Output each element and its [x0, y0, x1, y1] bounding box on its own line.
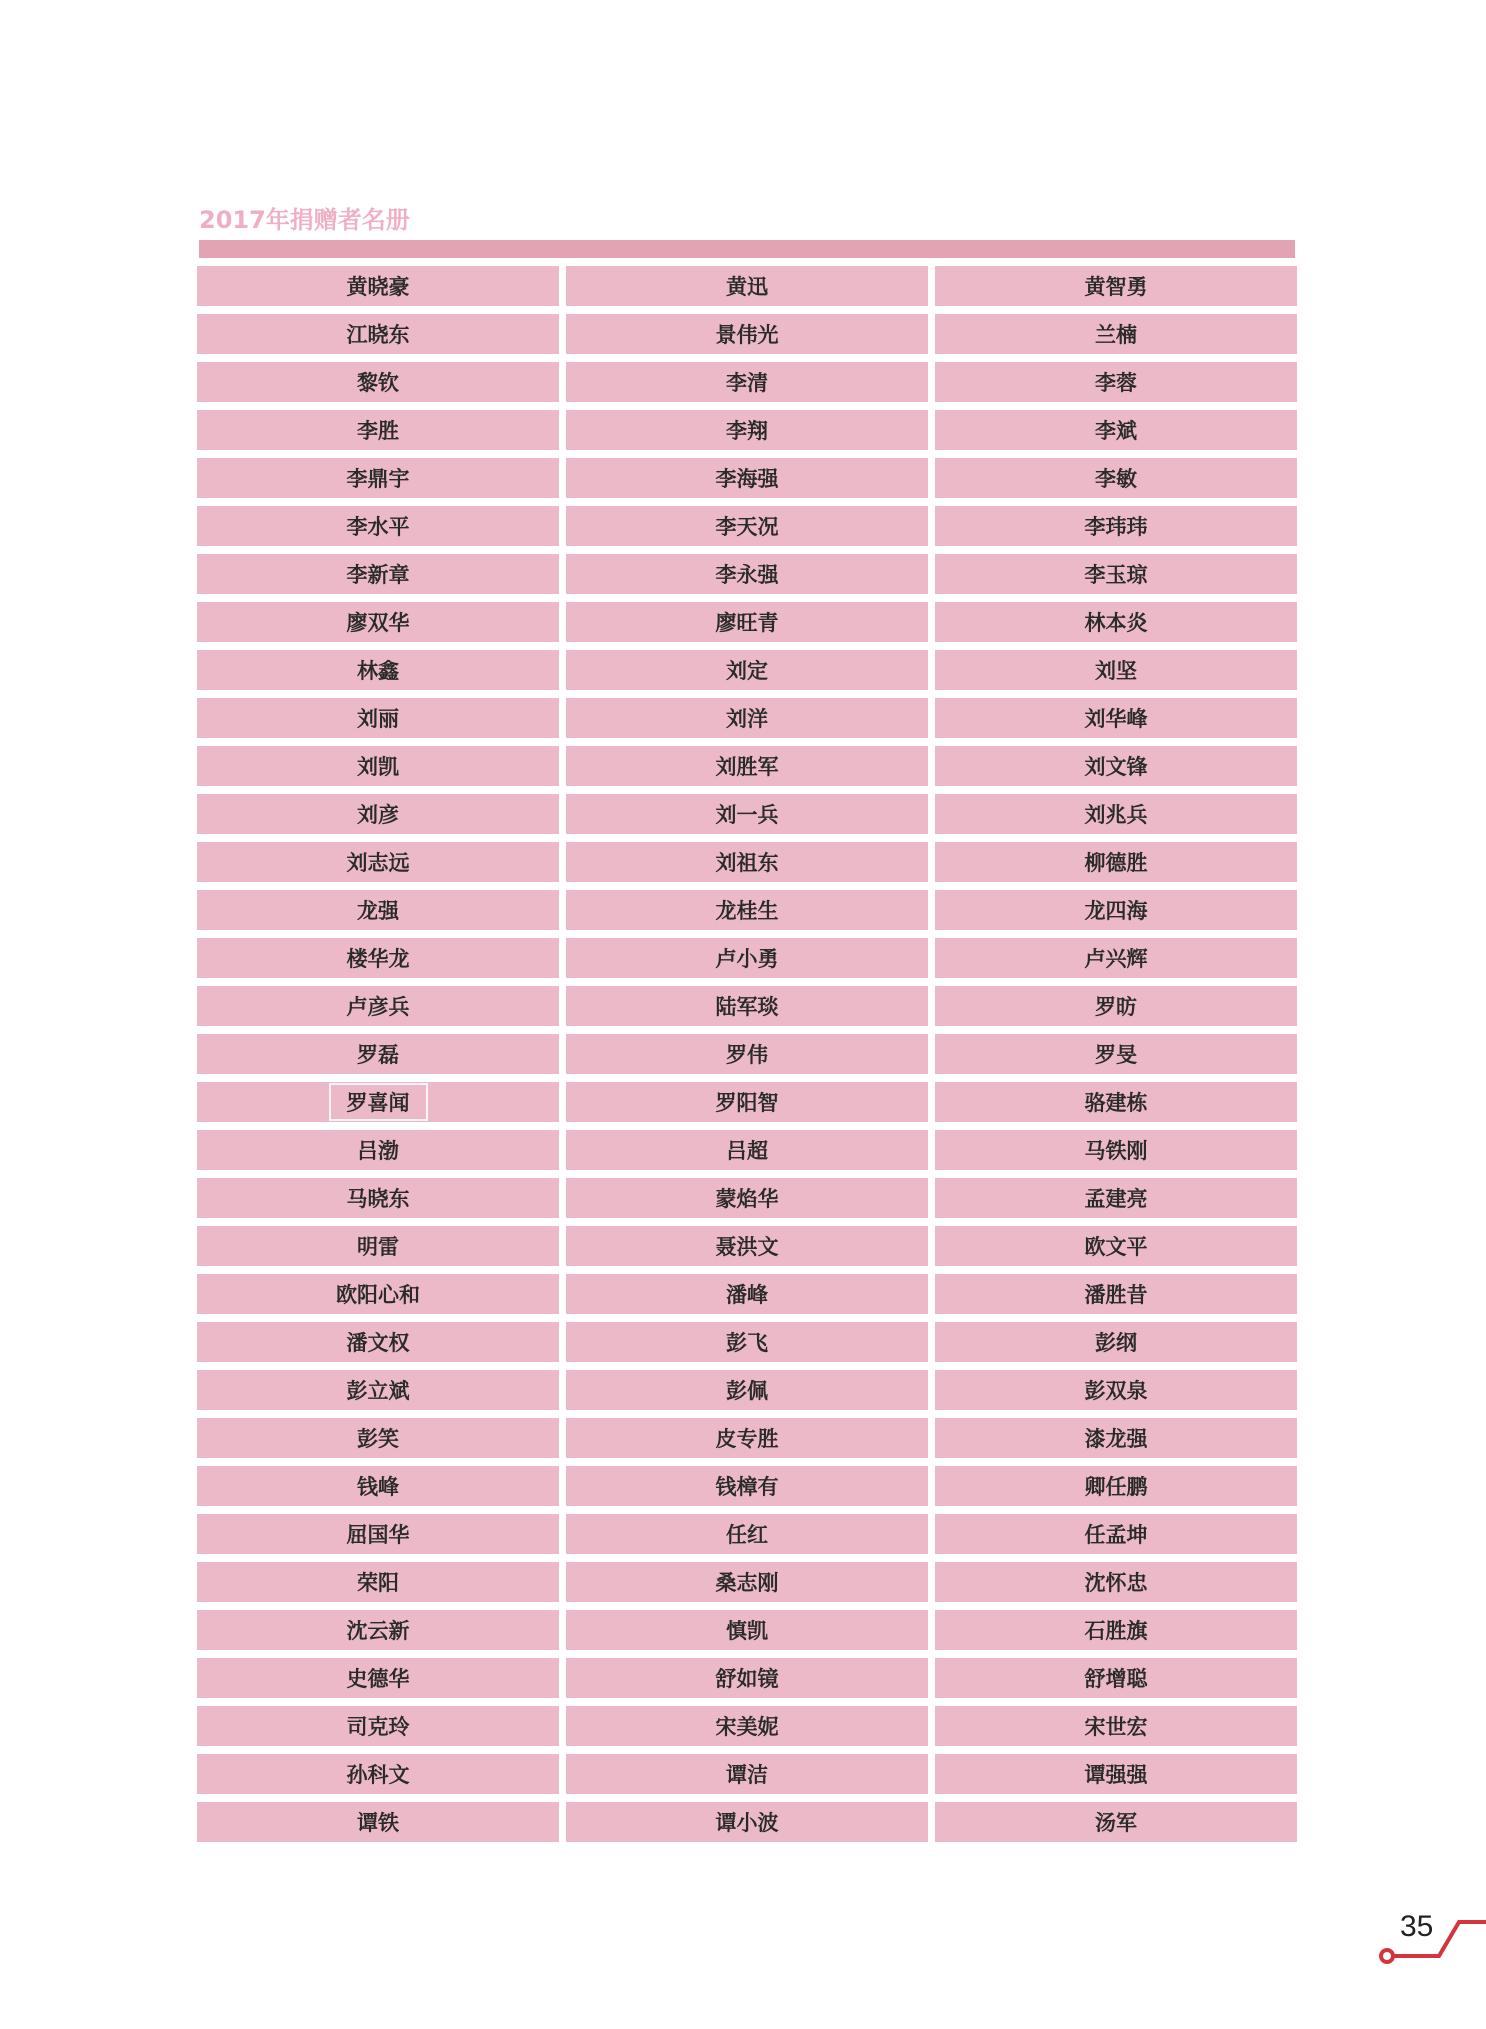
donor-name: 孟建亮	[1084, 1187, 1148, 1211]
donor-name-cell	[935, 1370, 1297, 1410]
donor-name-cell	[566, 1370, 928, 1410]
table-row	[197, 1274, 1297, 1314]
donor-name: 彭立斌	[346, 1379, 410, 1403]
donor-name: 廖双华	[346, 611, 410, 635]
donor-name: 李玮玮	[1084, 515, 1148, 539]
table-row	[197, 1514, 1297, 1554]
donor-name-cell	[197, 938, 559, 978]
donor-name: 刘华峰	[1084, 707, 1148, 731]
donor-name: 刘凯	[357, 755, 399, 779]
donor-name-cell	[935, 1274, 1297, 1314]
donor-name: 欧阳心和	[336, 1283, 420, 1307]
donor-name: 石胜旗	[1084, 1619, 1148, 1643]
donor-name-cell	[566, 1322, 928, 1362]
donor-name: 李敏	[1095, 467, 1137, 491]
donor-name: 兰楠	[1095, 323, 1137, 347]
donor-name: 龙四海	[1084, 899, 1148, 923]
donor-name: 刘坚	[1095, 659, 1137, 683]
donor-name-cell	[566, 1418, 928, 1458]
donor-name: 汤军	[1095, 1811, 1137, 1835]
donor-name: 荣阳	[357, 1571, 399, 1595]
donor-name: 潘胜昔	[1084, 1283, 1148, 1307]
donor-name-cell	[935, 1562, 1297, 1602]
donor-name-cell	[197, 1466, 559, 1506]
donor-name: 罗喜闻	[329, 1083, 428, 1121]
table-row	[197, 1130, 1297, 1170]
table-row	[197, 1178, 1297, 1218]
donor-name: 林本炎	[1084, 611, 1148, 635]
donor-name-cell	[197, 1274, 559, 1314]
donor-name: 任红	[726, 1523, 768, 1547]
table-row	[197, 602, 1297, 642]
donor-name-cell	[566, 1466, 928, 1506]
donor-name: 刘胜军	[715, 755, 779, 779]
donor-name-cell	[197, 506, 559, 546]
donor-name: 彭笑	[357, 1427, 399, 1451]
donor-name-cell	[197, 1802, 559, 1842]
donor-name: 明雷	[357, 1235, 399, 1259]
donor-name: 舒如镜	[715, 1667, 779, 1691]
donor-name-cell	[935, 554, 1297, 594]
table-row	[197, 794, 1297, 834]
donor-name: 漆龙强	[1084, 1427, 1148, 1451]
donor-name: 彭纲	[1095, 1331, 1137, 1355]
donor-name-cell	[197, 986, 559, 1026]
donor-name: 宋世宏	[1084, 1715, 1148, 1739]
donor-name-cell	[935, 266, 1297, 306]
donor-name: 罗昉	[1095, 995, 1137, 1019]
donor-name: 蒙焰华	[715, 1187, 779, 1211]
donor-name: 吕渤	[357, 1139, 399, 1163]
donor-name: 李新章	[346, 563, 410, 587]
donor-name: 彭飞	[726, 1331, 768, 1355]
table-row	[197, 362, 1297, 402]
donor-name: 马晓东	[346, 1187, 410, 1211]
donor-name-cell	[197, 1610, 559, 1650]
donor-name-cell	[935, 1466, 1297, 1506]
page-number: 35	[1400, 1910, 1434, 1943]
donor-name-cell	[935, 986, 1297, 1026]
donor-name-cell	[566, 938, 928, 978]
donor-name: 谭小波	[715, 1811, 779, 1835]
table-row	[197, 1034, 1297, 1074]
donor-name-cell	[566, 1226, 928, 1266]
donor-name-cell	[197, 1370, 559, 1410]
donor-name-cell	[197, 1034, 559, 1074]
page-title: 2017年捐赠者名册	[199, 206, 410, 234]
table-row	[197, 1802, 1297, 1842]
donor-name-cell	[566, 1562, 928, 1602]
donor-name-cell	[197, 650, 559, 690]
donor-name: 龙强	[357, 899, 399, 923]
donor-name-cell	[197, 698, 559, 738]
donor-name-cell	[566, 1274, 928, 1314]
table-row	[197, 314, 1297, 354]
donor-name-cell	[197, 1082, 559, 1122]
table-row	[197, 1466, 1297, 1506]
donor-name: 李玉琼	[1084, 563, 1148, 587]
title-underline-bar	[199, 240, 1295, 258]
donor-name: 黎钦	[357, 371, 399, 395]
donor-name: 江晓东	[346, 323, 410, 347]
donor-name: 皮专胜	[715, 1427, 779, 1451]
donor-name: 楼华龙	[346, 947, 410, 971]
donor-name: 李海强	[715, 467, 779, 491]
donor-name-cell	[566, 1802, 928, 1842]
table-row	[197, 746, 1297, 786]
donor-name: 刘文锋	[1084, 755, 1148, 779]
donor-name-cell	[935, 1418, 1297, 1458]
donor-name-cell	[566, 842, 928, 882]
donor-name: 谭铁	[357, 1811, 399, 1835]
donor-name: 刘洋	[726, 707, 768, 731]
donor-name-cell	[935, 794, 1297, 834]
donor-name-cell	[566, 650, 928, 690]
donor-name-cell	[197, 1562, 559, 1602]
table-row	[197, 698, 1297, 738]
donor-name-cell	[197, 1226, 559, 1266]
donor-name-cell	[935, 314, 1297, 354]
donor-name-cell	[566, 698, 928, 738]
donor-name-cell	[935, 1658, 1297, 1698]
donor-name: 潘峰	[726, 1283, 768, 1307]
donor-name: 谭强强	[1084, 1763, 1148, 1787]
donor-name-cell	[566, 362, 928, 402]
donor-name: 李清	[726, 371, 768, 395]
donor-name-cell	[935, 1034, 1297, 1074]
donor-name-cell	[935, 1514, 1297, 1554]
donor-name: 李胜	[357, 419, 399, 443]
donor-name: 李鼎宇	[346, 467, 410, 491]
donor-name-cell	[566, 1130, 928, 1170]
donor-name: 黄迅	[726, 275, 768, 299]
donor-name: 黄智勇	[1084, 275, 1148, 299]
donor-name-cell	[197, 1418, 559, 1458]
donor-name-cell	[935, 842, 1297, 882]
table-row	[197, 554, 1297, 594]
donor-name: 刘丽	[357, 707, 399, 731]
donor-name-cell	[197, 890, 559, 930]
table-row	[197, 266, 1297, 306]
donor-name-cell	[935, 1754, 1297, 1794]
donor-name-cell	[935, 1130, 1297, 1170]
table-row	[197, 458, 1297, 498]
donor-name: 廖旺青	[715, 611, 779, 635]
donor-name-cell	[566, 746, 928, 786]
donor-name: 史德华	[346, 1667, 410, 1691]
table-row	[197, 1226, 1297, 1266]
donor-name-cell	[197, 362, 559, 402]
donor-name-cell	[566, 1658, 928, 1698]
donor-name-cell	[197, 1178, 559, 1218]
donor-name-cell	[566, 410, 928, 450]
donor-name: 慎凯	[726, 1619, 768, 1643]
donor-name: 卢彦兵	[346, 995, 410, 1019]
table-row	[197, 938, 1297, 978]
donor-name-cell	[197, 554, 559, 594]
donor-name-cell	[566, 890, 928, 930]
donor-name: 李翔	[726, 419, 768, 443]
table-row	[197, 1562, 1297, 1602]
table-row	[197, 1754, 1297, 1794]
donor-name-cell	[566, 1082, 928, 1122]
donor-name: 卿任鹏	[1084, 1475, 1148, 1499]
donor-name-cell	[197, 1754, 559, 1794]
table-row	[197, 1658, 1297, 1698]
donor-name-cell	[197, 602, 559, 642]
donor-name-cell	[935, 1226, 1297, 1266]
donor-name-cell	[197, 266, 559, 306]
donor-name-cell	[566, 1034, 928, 1074]
donor-name-cell	[935, 1178, 1297, 1218]
donor-name: 宋美妮	[715, 1715, 779, 1739]
donor-name-cell	[935, 1082, 1297, 1122]
donor-name-cell	[566, 602, 928, 642]
donor-name: 罗伟	[726, 1043, 768, 1067]
donor-name: 李蓉	[1095, 371, 1137, 395]
table-row	[197, 506, 1297, 546]
donor-name: 刘志远	[346, 851, 410, 875]
table-row	[197, 410, 1297, 450]
table-row	[197, 842, 1297, 882]
donor-name-cell	[935, 650, 1297, 690]
donor-name: 柳德胜	[1084, 851, 1148, 875]
donor-name-cell	[935, 1706, 1297, 1746]
donor-name-cell	[935, 746, 1297, 786]
donor-name: 聂洪文	[715, 1235, 779, 1259]
donor-name-cell	[197, 410, 559, 450]
donor-name: 罗旻	[1095, 1043, 1137, 1067]
donor-table	[197, 266, 1297, 1850]
donor-name: 罗磊	[357, 1043, 399, 1067]
table-row	[197, 890, 1297, 930]
donor-name-cell	[566, 986, 928, 1026]
donor-name-cell	[197, 1322, 559, 1362]
donor-name-cell	[935, 1802, 1297, 1842]
donor-name: 沈云新	[346, 1619, 410, 1643]
donor-name-cell	[566, 1754, 928, 1794]
donor-name: 罗阳智	[715, 1091, 779, 1115]
donor-name: 钱峰	[357, 1475, 399, 1499]
donor-name: 舒增聪	[1084, 1667, 1148, 1691]
table-row	[197, 1610, 1297, 1650]
table-row	[197, 1706, 1297, 1746]
donor-name: 刘祖东	[715, 851, 779, 875]
donor-name-cell	[566, 266, 928, 306]
donor-name: 刘彦	[357, 803, 399, 827]
donor-name-cell	[566, 1706, 928, 1746]
table-row	[197, 650, 1297, 690]
donor-name-cell	[566, 1514, 928, 1554]
donor-name-cell	[197, 458, 559, 498]
donor-name: 欧文平	[1084, 1235, 1148, 1259]
donor-name: 李天况	[715, 515, 779, 539]
donor-name-cell	[566, 458, 928, 498]
donor-name: 陆军琰	[715, 995, 779, 1019]
donor-name: 司克玲	[346, 1715, 410, 1739]
donor-name-cell	[566, 506, 928, 546]
table-row	[197, 1370, 1297, 1410]
donor-name: 卢兴辉	[1084, 947, 1148, 971]
donor-name: 刘定	[726, 659, 768, 683]
donor-name: 骆建栋	[1084, 1091, 1148, 1115]
donor-name-cell	[935, 458, 1297, 498]
donor-name: 桑志刚	[715, 1571, 779, 1595]
donor-name-cell	[935, 890, 1297, 930]
table-row	[197, 1322, 1297, 1362]
donor-name: 彭双泉	[1084, 1379, 1148, 1403]
donor-name: 吕超	[726, 1139, 768, 1163]
donor-name: 潘文权	[346, 1331, 410, 1355]
donor-name: 刘一兵	[715, 803, 779, 827]
donor-name-cell	[935, 938, 1297, 978]
donor-name: 钱樟有	[715, 1475, 779, 1499]
donor-name: 屈国华	[346, 1523, 410, 1547]
donor-name-cell	[197, 842, 559, 882]
donor-name-cell	[566, 314, 928, 354]
donor-name: 刘兆兵	[1084, 803, 1148, 827]
donor-name-cell	[197, 314, 559, 354]
donor-name-cell	[197, 1658, 559, 1698]
donor-name: 卢小勇	[715, 947, 779, 971]
donor-name-cell	[197, 746, 559, 786]
donor-name-cell	[935, 410, 1297, 450]
donor-name-cell	[935, 698, 1297, 738]
donor-name-cell	[566, 794, 928, 834]
donor-name-cell	[566, 1178, 928, 1218]
donor-name-cell	[935, 362, 1297, 402]
donor-name: 景伟光	[715, 323, 779, 347]
donor-name: 林鑫	[357, 659, 399, 683]
table-row	[197, 1418, 1297, 1458]
donor-name-cell	[566, 1610, 928, 1650]
donor-name: 李永强	[715, 563, 779, 587]
donor-name-cell	[935, 1610, 1297, 1650]
table-row	[197, 1082, 1297, 1122]
donor-name-cell	[197, 794, 559, 834]
donor-name: 谭洁	[726, 1763, 768, 1787]
donor-name: 任孟坤	[1084, 1523, 1148, 1547]
donor-name: 沈怀忠	[1084, 1571, 1148, 1595]
donor-name-cell	[935, 506, 1297, 546]
donor-name-cell	[935, 1322, 1297, 1362]
donor-name-cell	[935, 602, 1297, 642]
donor-name: 李水平	[346, 515, 410, 539]
table-row	[197, 986, 1297, 1026]
donor-name: 龙桂生	[715, 899, 779, 923]
donor-name: 彭佩	[726, 1379, 768, 1403]
donor-name-cell	[197, 1514, 559, 1554]
donor-name-cell	[197, 1706, 559, 1746]
donor-name: 马铁刚	[1084, 1139, 1148, 1163]
donor-name: 孙科文	[346, 1763, 410, 1787]
donor-name: 李斌	[1095, 419, 1137, 443]
donor-name-cell	[566, 554, 928, 594]
donor-name: 黄晓豪	[346, 275, 410, 299]
donor-name-cell	[197, 1130, 559, 1170]
